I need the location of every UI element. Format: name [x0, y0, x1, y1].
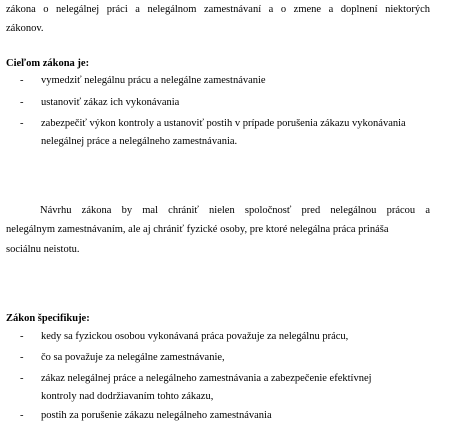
paragraph-line-3: sociálnu neistotu. — [6, 244, 80, 255]
paragraph-line-1: Návrhu zákona by mal chrániť nielen spoločnosť pred nelegálnou prácou a — [40, 205, 430, 216]
bullet-dash: - — [20, 410, 24, 421]
list-item-continuation: kontroly nad dodržiavaním tohto zákazu, — [41, 391, 214, 402]
list-item: kedy sa fyzickou osobou vykonávaná práca považuje za nelegálnu prácu, — [41, 331, 349, 342]
list-item: vymedziť nelegálnu prácu a nelegálne zamestnávanie — [41, 75, 266, 86]
list-item: zákaz nelegálnej práce a nelegálneho zamestnávania a zabezpečenie efektívnej — [41, 373, 372, 384]
intro-line-2: zákonov. — [6, 23, 44, 34]
paragraph-line-2: nelegálnym zamestnávaním, ale aj chrániť fyzické osoby, pre ktoré nelegálna práca prináša — [6, 224, 389, 235]
list-item: ustanoviť zákaz ich vykonávania — [41, 97, 180, 108]
bullet-dash: - — [20, 352, 24, 363]
goals-heading: Cieľom zákona je: — [6, 58, 90, 69]
bullet-dash: - — [20, 75, 24, 86]
list-item-continuation: nelegálnej práce a nelegálneho zamestnávania. — [41, 136, 238, 147]
bullet-dash: - — [20, 331, 24, 342]
intro-line-1: zákona o nelegálnej práci a nelegálnom zamestnávaní a o zmene a doplnení niektorých — [6, 4, 430, 15]
bullet-dash: - — [20, 373, 24, 384]
bullet-dash: - — [20, 97, 24, 108]
list-item: zabezpečiť výkon kontroly a ustanoviť postih v prípade porušenia zákazu vykonávania — [41, 118, 406, 129]
list-item: čo sa považuje za nelegálne zamestnávanie, — [41, 352, 225, 363]
spec-heading: Zákon špecifikuje: — [6, 313, 90, 324]
list-item: postih za porušenie zákazu nelegálneho zamestnávania — [41, 410, 272, 421]
bullet-dash: - — [20, 118, 24, 129]
